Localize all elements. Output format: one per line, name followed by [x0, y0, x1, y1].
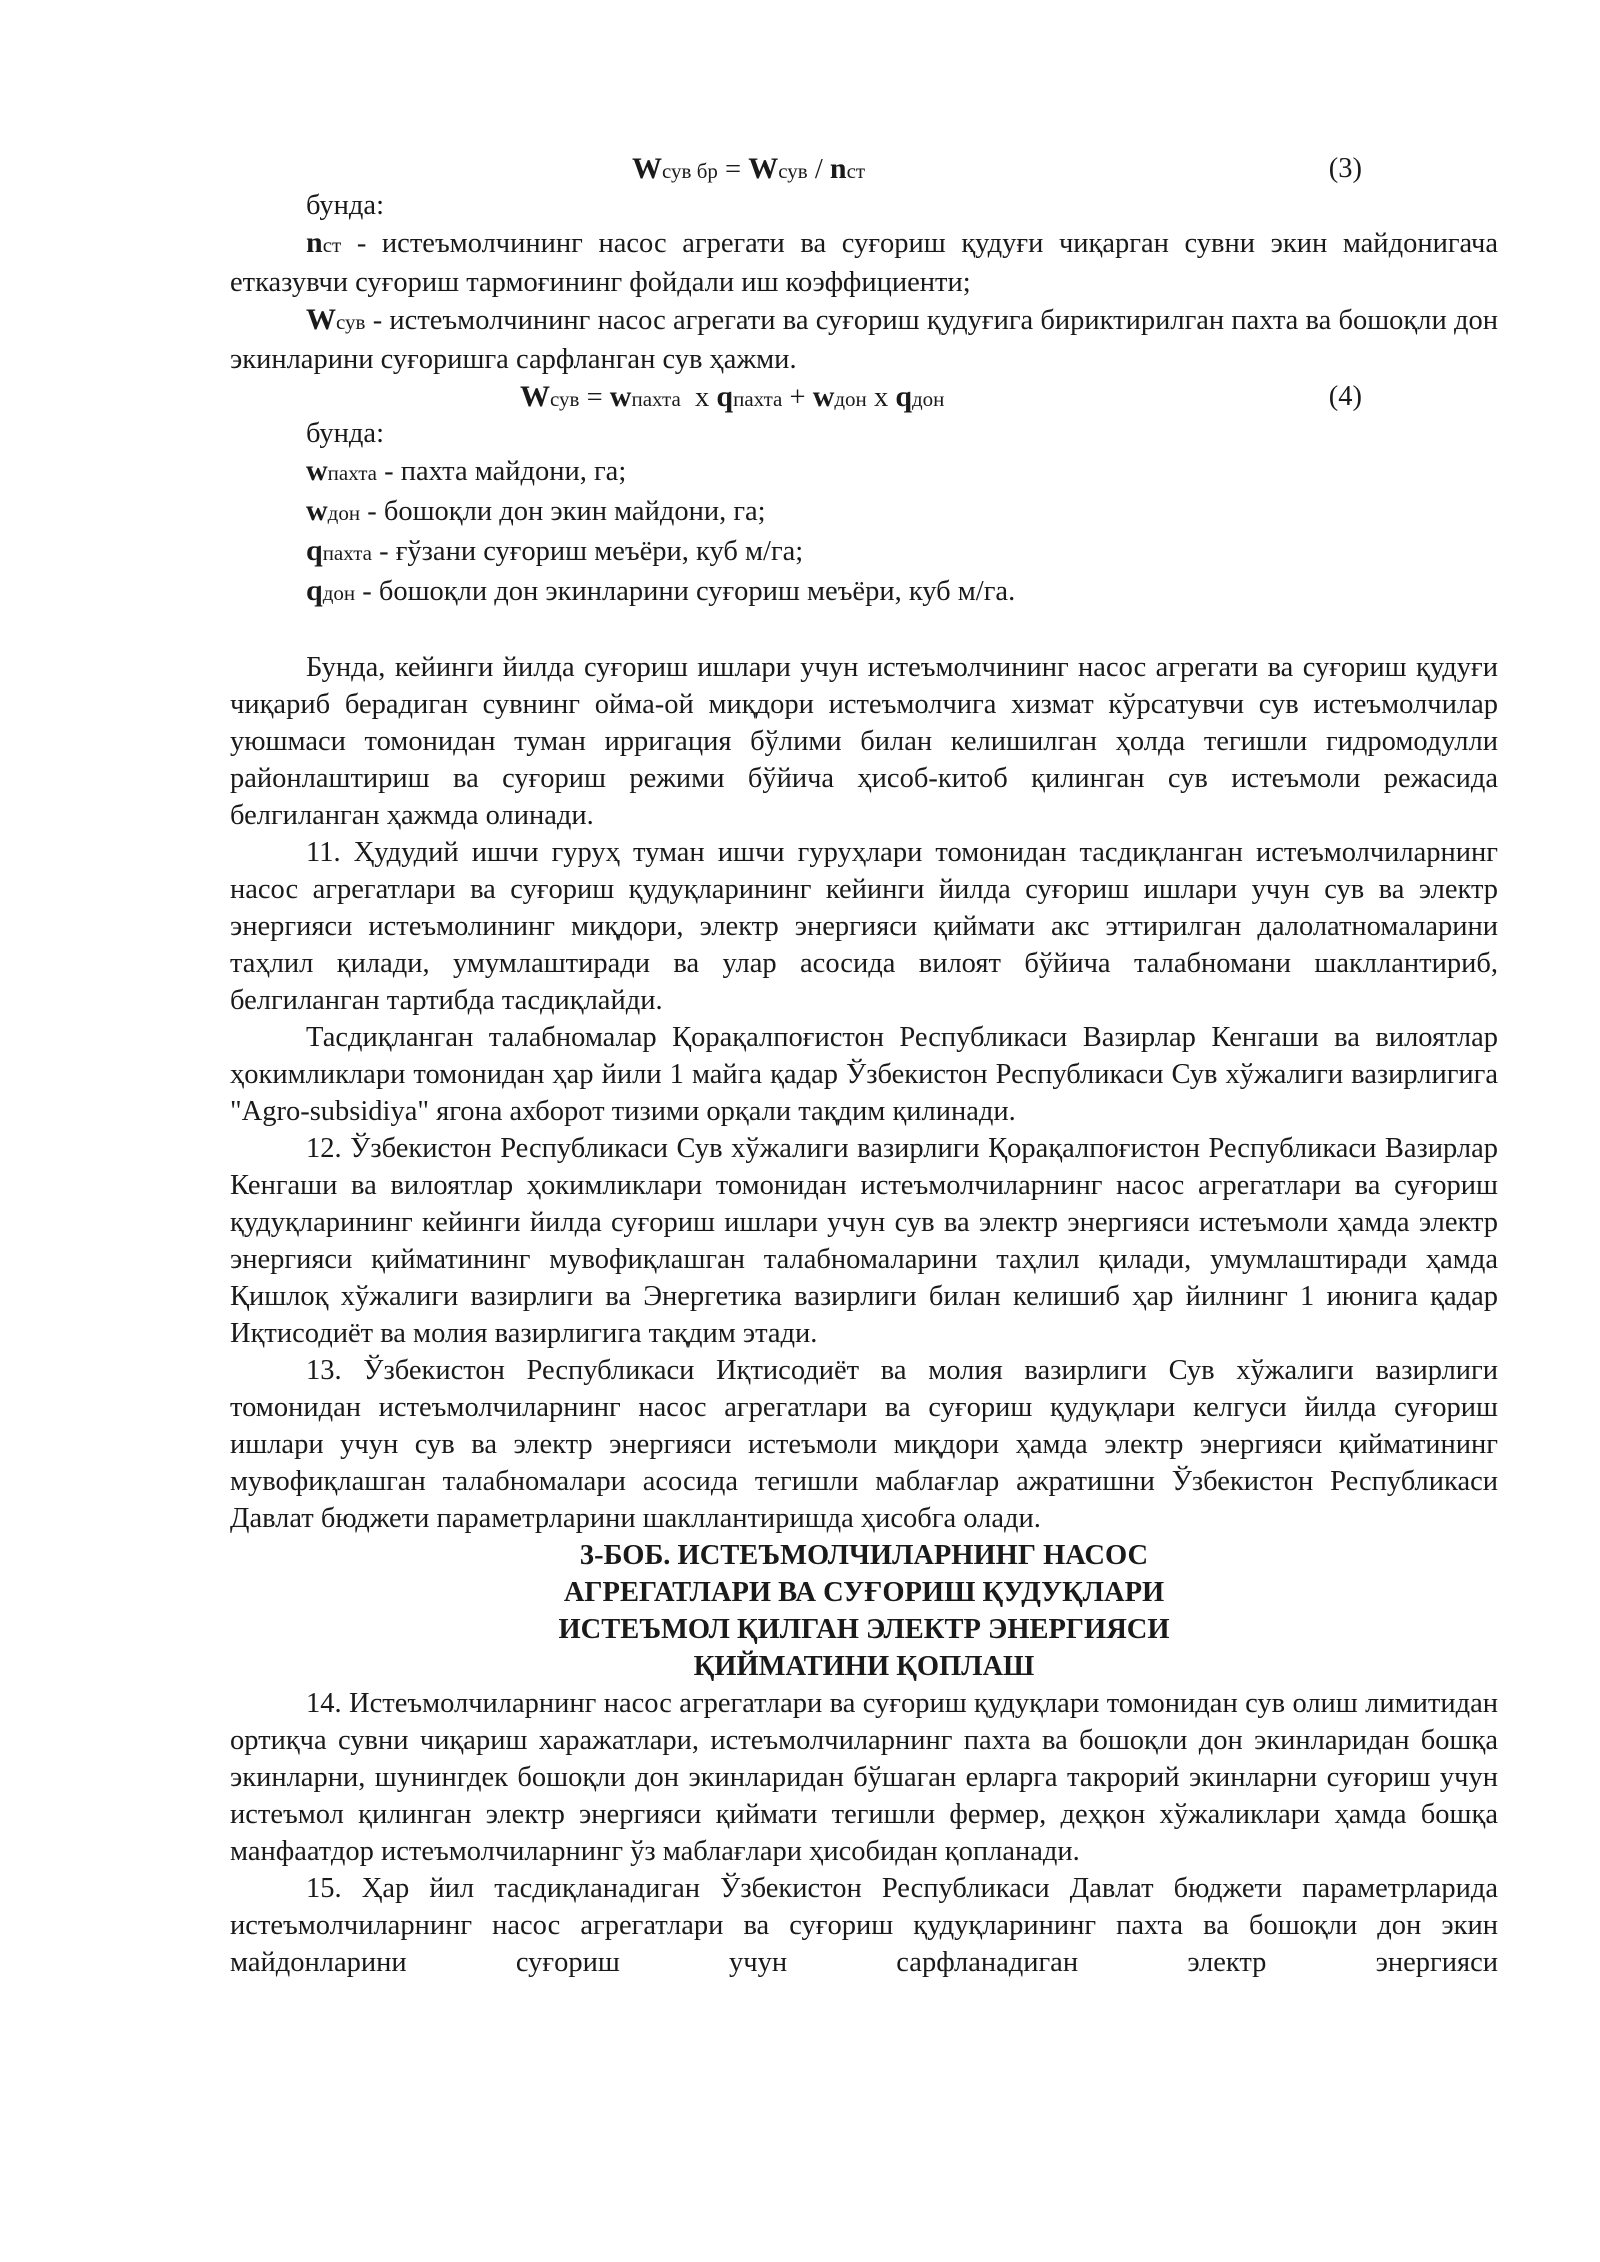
definition-wsuv — [230, 301, 1498, 378]
chapter-heading-line: 3-БОБ. ИСТЕЪМОЛЧИЛАРНИНГ НАСОС — [579, 1540, 1149, 1571]
formula-operator: = — [717, 154, 749, 185]
definition-text: - пахта майдони, га; — [376, 456, 627, 487]
definition-symbol: w — [306, 454, 328, 487]
formula-subscript: пахта — [733, 387, 783, 411]
formula-4-expression — [520, 378, 944, 418]
definition-symbol: W — [306, 303, 336, 336]
body-paragraph: 14. Истеъмолчиларнинг насос агрегатлари ва суғориш қудуқлари томонидан сув олиш лимитидан ортиқча сувни чиқариш харажатлари, истеъмолчиларнинг пахта ва бошоқли дон экинларидан бошқа экинларни, шунингдек бошоқли дон экинларидан бўшаган ерларга такрорий экинларни суғориш учун истеъмол қилинган электр энергияси қиймати тегишли фермер, деҳқон хўжаликлари ҳамда бошқа манфаатдор истеъмолчиларнинг ўз маблағлари ҳисобидан қопланади. — [230, 1688, 1498, 1867]
definition-text: - ғўзани суғориш меъёри, куб м/га; — [371, 536, 804, 567]
definition-item — [230, 532, 1498, 572]
definition-item — [230, 452, 1498, 492]
where-label: бунда: — [306, 418, 384, 449]
definition-item — [230, 492, 1498, 532]
formula-symbol: W — [520, 380, 550, 413]
definition-text: - истеъмолчининг насос агрегати ва суғориш қудуғига бириктирилган пахта ва бошоқли дон экинларини суғоришга сарфланган сув ҳажми. — [230, 305, 1498, 375]
formula-symbol: q — [716, 380, 734, 413]
formula-operator: x — [680, 382, 717, 413]
definition-subscript: дон — [327, 501, 361, 525]
formula-4-number: (4) — [1328, 381, 1362, 412]
definition-text: - истеъмолчининг насос агрегати ва суғориш қудуғи чиқарган сувни экин майдонигача етказувчи суғориш тармоғининг фойдали иш коэффициенти; — [230, 228, 1498, 298]
formula-subscript: сув — [778, 159, 808, 183]
formula-symbol: W — [748, 152, 779, 185]
definition-subscript: дон — [322, 581, 356, 605]
blank-line — [230, 612, 1498, 649]
formula-operator: x — [866, 382, 896, 413]
body-paragraph: Тасдиқланган талабномалар Қорақалпоғистон Республикаси Вазирлар Кенгаши ва вилоятлар ҳокимликлари томонидан ҳар йили 1 майга қадар Ўзбекистон Республикаси Сув хўжалиги вазирлигига "Agro-subsidiya" ягона ахборот тизими орқали тақдим қилинади. — [230, 1022, 1498, 1127]
formula-operator: / — [807, 154, 830, 185]
definition-nst — [230, 224, 1498, 301]
formula-subscript: дон — [912, 387, 945, 411]
definition-symbol: w — [306, 494, 328, 527]
formula-operator: + — [782, 382, 813, 413]
formula-operator: = — [579, 382, 610, 413]
formula-symbol: w — [812, 380, 835, 413]
chapter-heading — [230, 1537, 1498, 1685]
formula-subscript: ст — [846, 159, 866, 183]
chapter-heading-line: АГРЕГАТЛАРИ ВА СУҒОРИШ ҚУДУҚЛАРИ — [563, 1577, 1165, 1608]
definition-symbol: q — [306, 534, 323, 567]
definition-item — [230, 572, 1498, 612]
document-page — [230, 150, 1498, 1981]
formula-4 — [230, 378, 1498, 415]
definition-subscript: ст — [322, 233, 342, 257]
definition-subscript: пахта — [322, 541, 372, 565]
body-paragraph: Бунда, кейинги йилда суғориш ишлари учун истеъмолчининг насос агрегати ва суғориш қудуғи чиқариб берадиган сувнинг ойма-ой миқдори истеъмолчига хизмат кўрсатувчи сув истеъмолчилар уюшмаси томонидан туман ирригация бўлими билан келишилган ҳолда тегишли гидромодулли районлаштириш ва суғориш режими бўйича ҳисоб-китоб қилинган сув истеъмоли режасида белгиланган ҳажмда олинади. — [230, 652, 1498, 831]
formula-symbol: W — [632, 152, 662, 185]
definition-subscript: сув — [336, 310, 366, 334]
body-paragraph: 11. Ҳудудий ишчи гуруҳ туман ишчи гуруҳлари томонидан тасдиқланган истеъмолчиларнинг насос агрегатлари ва суғориш қудуқларининг кейинги йилда суғориш ишлари учун сув ва электр энергияси истеъмолининг миқдори, электр энергияси қиймати акс эттирилган далолатномаларини таҳлил қилади, умумлаштиради ва улар асосида вилоят бўйича талабномани шакллантириб, белгиланган тартибда тасдиқлайди. — [230, 837, 1498, 1016]
formula-3-expression — [632, 150, 865, 190]
formula-symbol: w — [609, 380, 632, 413]
definition-subscript: пахта — [327, 461, 377, 485]
formula-subscript: сув бр — [662, 159, 718, 183]
formula-subscript: сув — [550, 387, 580, 411]
body-paragraph: 13. Ўзбекистон Республикаси Иқтисодиёт ва молия вазирлиги Сув хўжалиги вазирлиги томонидан истеъмолчиларнинг насос агрегатлари ва суғориш қудуқлари келгуси йилда суғориш ишлари учун сув ва электр энергияси истеъмоли миқдори ҳамда электр энергияси қийматининг мувофиқлашган талабномалари асосида тегишли маблағлар ажратишни Ўзбекистон Республикаси Давлат бюджети параметрларини шакллантиришда ҳисобга олади. — [230, 1355, 1498, 1534]
chapter-heading-line: ҚИЙМАТИНИ ҚОПЛАШ — [693, 1651, 1035, 1682]
definition-symbol: n — [306, 226, 323, 259]
formula-symbol: n — [829, 152, 847, 185]
formula-subscript: пахта — [631, 387, 681, 411]
chapter-heading-line: ИСТЕЪМОЛ ҚИЛГАН ЭЛЕКТР ЭНЕРГИЯСИ — [558, 1614, 1170, 1645]
where-label: бунда: — [306, 190, 384, 221]
formula-3 — [230, 150, 1498, 187]
formula-3-number: (3) — [1328, 153, 1362, 184]
body-paragraph: 12. Ўзбекистон Республикаси Сув хўжалиги вазирлиги Қорақалпоғистон Республикаси Вазирлар Кенгаши ва вилоятлар ҳокимликлари томонидан истеъмолчиларнинг насос агрегатлари ва суғориш қудуқларининг кейинги йилда суғориш ишлари учун сув ва электр энергияси истеъмоли ҳамда электр энергияси қийматининг мувофиқлашган талабномаларини таҳлил қилади, умумлаштиради ҳамда Қишлоқ хўжалиги вазирлиги ва Энергетика вазирлиги билан келишиб ҳар йилнинг 1 июнига қадар Иқтисодиёт ва молия вазирлигига тақдим этади. — [230, 1133, 1498, 1349]
body-paragraph: 15. Ҳар йил тасдиқланадиган Ўзбекистон Республикаси Давлат бюджети параметрларида истеъмолчиларнинг насос агрегатлари ва суғориш қудуқларининг пахта ва бошоқли дон экин майдонларини суғориш учун сарфланадиган электр энергияси — [230, 1873, 1498, 1978]
definition-text: - бошоқли дон экинларини суғориш меъёри, куб м/га. — [355, 576, 1016, 607]
formula-subscript: дон — [834, 387, 867, 411]
definition-text: - бошоқли дон экин майдони, га; — [360, 496, 766, 527]
formula-symbol: q — [895, 380, 912, 413]
definition-symbol: q — [306, 574, 323, 607]
